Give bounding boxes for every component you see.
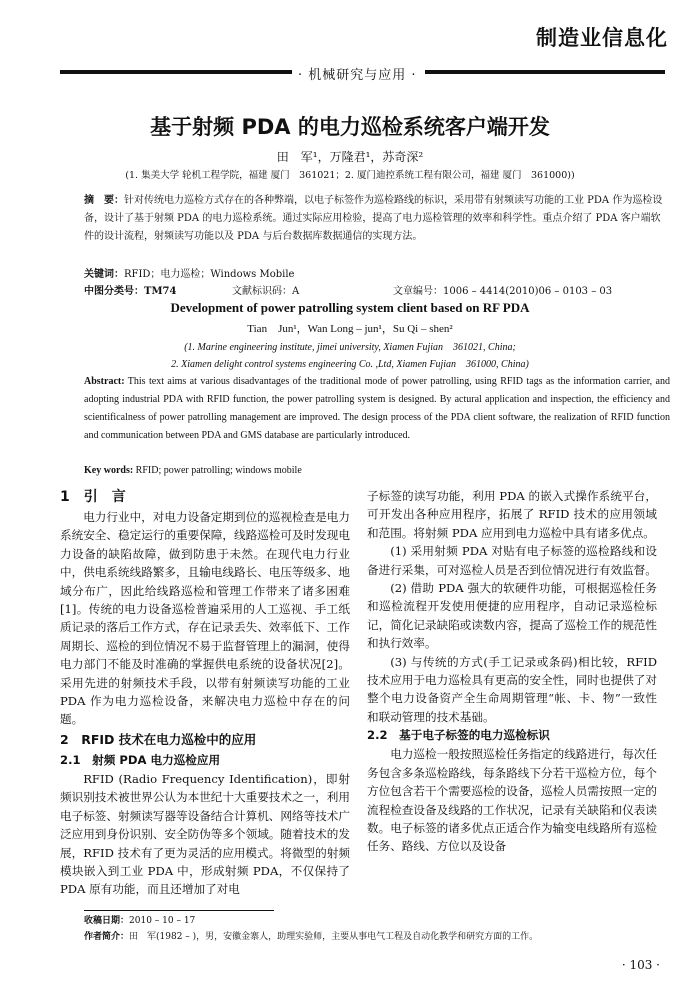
keywords-en-label: Key words:	[84, 465, 134, 476]
section-2-2-paragraph: 电力巡检一般按照巡检任务指定的线路进行，每次任务包含多条巡检路线，每条路线下分若干巡检方位，每个方位包含若干个需要巡检的设备，巡检人员需按照一定的流程检查设备及线路的工作状况，记录有关缺陷和仪表读数。电子标签的诸多优点正适合作为输变电线路所有巡检任务、路线、方位以及设备	[367, 747, 657, 854]
bio-label: 作者简介：	[84, 932, 130, 942]
received-value: 2010 – 10 – 17	[129, 916, 196, 926]
affiliation-en-line1: (1. Marine engineering institute, jimei university, Xiamen Fujian 361021, China;	[184, 342, 516, 353]
keywords-cn-label: 关键词：	[84, 269, 124, 280]
paper-title-en: Development of power patrolling system client based on RF PDA	[170, 300, 530, 315]
abstract-cn-label: 摘 要：	[84, 195, 124, 206]
received-label: 收稿日期：	[84, 916, 130, 926]
header-rule-right	[425, 70, 665, 74]
left-column	[60, 487, 350, 899]
received-date	[84, 914, 195, 929]
abstract-cn-text: 针对传统电力巡检方式存在的各种弊端，以电子标签作为巡检路线的标识，采用带有射频读写功能的工业 PDA 作为巡检设备，设计了基于射频 PDA 的电力巡检系统。通过实际应用检验，提高了电力巡检管理的效率和科学性。重点介绍了 PDA 客户端软件的设计流程，射频读写功能以及 PDA 与后台数据库数据通信的实现方法。	[84, 195, 663, 242]
right-list-item-2: (2) 借助 PDA 强大的软硬件功能，可根据巡检任务和巡检流程开发使用便捷的应用程序，自动记录巡检标记，简化记录缺陷或读数内容，提高了巡检工作的规范性和执行效率。	[367, 581, 657, 651]
abstract-en	[84, 373, 670, 445]
keywords-cn-text: RFID；电力巡检；Windows Mobile	[124, 269, 295, 280]
right-list-item-1: (1) 采用射频 PDA 对贴有电子标签的巡检路线和设备进行采集，可对巡检人员是否到位情况进行有效监督。	[367, 544, 657, 577]
section-1-heading: 1 引 言	[60, 489, 126, 505]
keywords-en-text: RFID; power patrolling; windows mobile	[133, 465, 302, 476]
keywords-en	[84, 462, 670, 480]
bio-value: 田 军(1982 – )，男，安徽金寨人，助理实验师，主要从事电气工程及自动化教学和研究方面的工作。	[129, 932, 539, 942]
section-2-1-paragraph: RFID (Radio Frequency Identification)，即射频识别技术被世界公认为本世纪十大重要技术之一，利用电子标签、射频读写器等设备结合计算机、网络等技术广泛应用到身份识别、安全防伪等多个领域。随着技术的发展，RFID 技术有了更为灵活的应用模式。将微型的射频模块嵌入到工业 PDA 中，形成射频 PDA，不仅保持了 PDA 原有功能，而且还增加了对电	[60, 771, 350, 897]
author-bio	[84, 930, 538, 945]
document-code: 文献标识码：A	[232, 286, 300, 297]
abstract-en-text: This text aims at various disadvantages of the traditional mode of power patrolling, using RFID tags as the information carrier, and adopting industrial PDA with RFID function, the power patrolling system is designed. By actural application and inspection, the efficiency and scientificalness of power patrolling management are improved. The design process of the PDA client software, the realization of RFID function and communication between PDA and GMS database are particularly introduced.	[84, 376, 670, 441]
section-2-heading: 2 RFID 技术在电力巡检中的应用	[60, 731, 257, 747]
clc-number: 中图分类号：TM74	[84, 286, 177, 297]
section-2-1-heading: 2.1 射频 PDA 电力巡检应用	[60, 752, 221, 767]
authors-cn: 田 军¹，万隆君¹，苏奇深²	[276, 150, 424, 164]
right-paragraph-continued: 子标签的读写功能，利用 PDA 的嵌入式操作系统平台，可开发出各种应用程序，拓展了 RFID 技术的应用领域和范围。将射频 PDA 应用到电力巡检中具有诸多优点。	[367, 489, 657, 540]
keywords-cn	[84, 265, 294, 280]
authors-en: Tian Jun¹，Wan Long – jun¹，Su Qi – shen²	[247, 323, 453, 335]
section-1-paragraph: 电力行业中，对电力设备定期到位的巡视检查是电力系统安全、稳定运行的重要保障，线路巡检可及时发现电力设备的缺陷故障，做到防患于未然。在现代电力行业中，供电系统线路繁多，且输电线路长、电压等级多、地域分布广，因此给线路巡检和管理工作带来了诸多困难[1]。传统的电力设备巡检普遍采用的人工巡视、手工纸质记录的落后工作方式，存在记录丢失、效率低下、工作周期长、巡检的到位情况不易于监督管理上的漏洞，使得电力部门不能及时准确的掌握供电系统的设备状况[2]。采用先进的射频技术手段，以带有射频读写功能的工业 PDA 作为电力巡检设备，来解决电力巡检中存在的问题。	[60, 510, 350, 727]
footnote-rule	[84, 910, 274, 911]
section-label: · 机械研究与应用 ·	[298, 68, 417, 83]
article-number: 文章编号：1006 – 4414(2010)06 – 0103 – 03	[393, 286, 613, 297]
header-rule-left	[60, 70, 292, 74]
journal-name: 制造业信息化	[536, 26, 668, 50]
page-number: · 103 ·	[621, 958, 660, 972]
paper-title: 基于射频 PDA 的电力巡检系统客户端开发	[150, 115, 550, 139]
affiliation-cn: (1. 集美大学 轮机工程学院，福建 厦门 361021；2. 厦门迪控系统工程有限公司，福建 厦门 361000))	[125, 170, 575, 181]
right-list-item-3: (3) 与传统的方式(手工记录或条码)相比较，RFID 技术应用于电力巡检具有更高的安全性，同时也提供了对整个电力设备资产全生命周期管理“帐、卡、物”一致性和联动管理的技术基础。	[367, 654, 657, 724]
right-column	[367, 487, 657, 856]
section-2-2-heading: 2.2 基于电子标签的电力巡检标识	[367, 728, 550, 743]
abstract-en-label: Abstract:	[84, 376, 125, 387]
affiliation-en-line2: 2. Xiamen delight control systems engineering Co. ,Ltd, Xiamen Fujian 361000, China)	[171, 359, 529, 370]
abstract-cn	[84, 192, 670, 246]
